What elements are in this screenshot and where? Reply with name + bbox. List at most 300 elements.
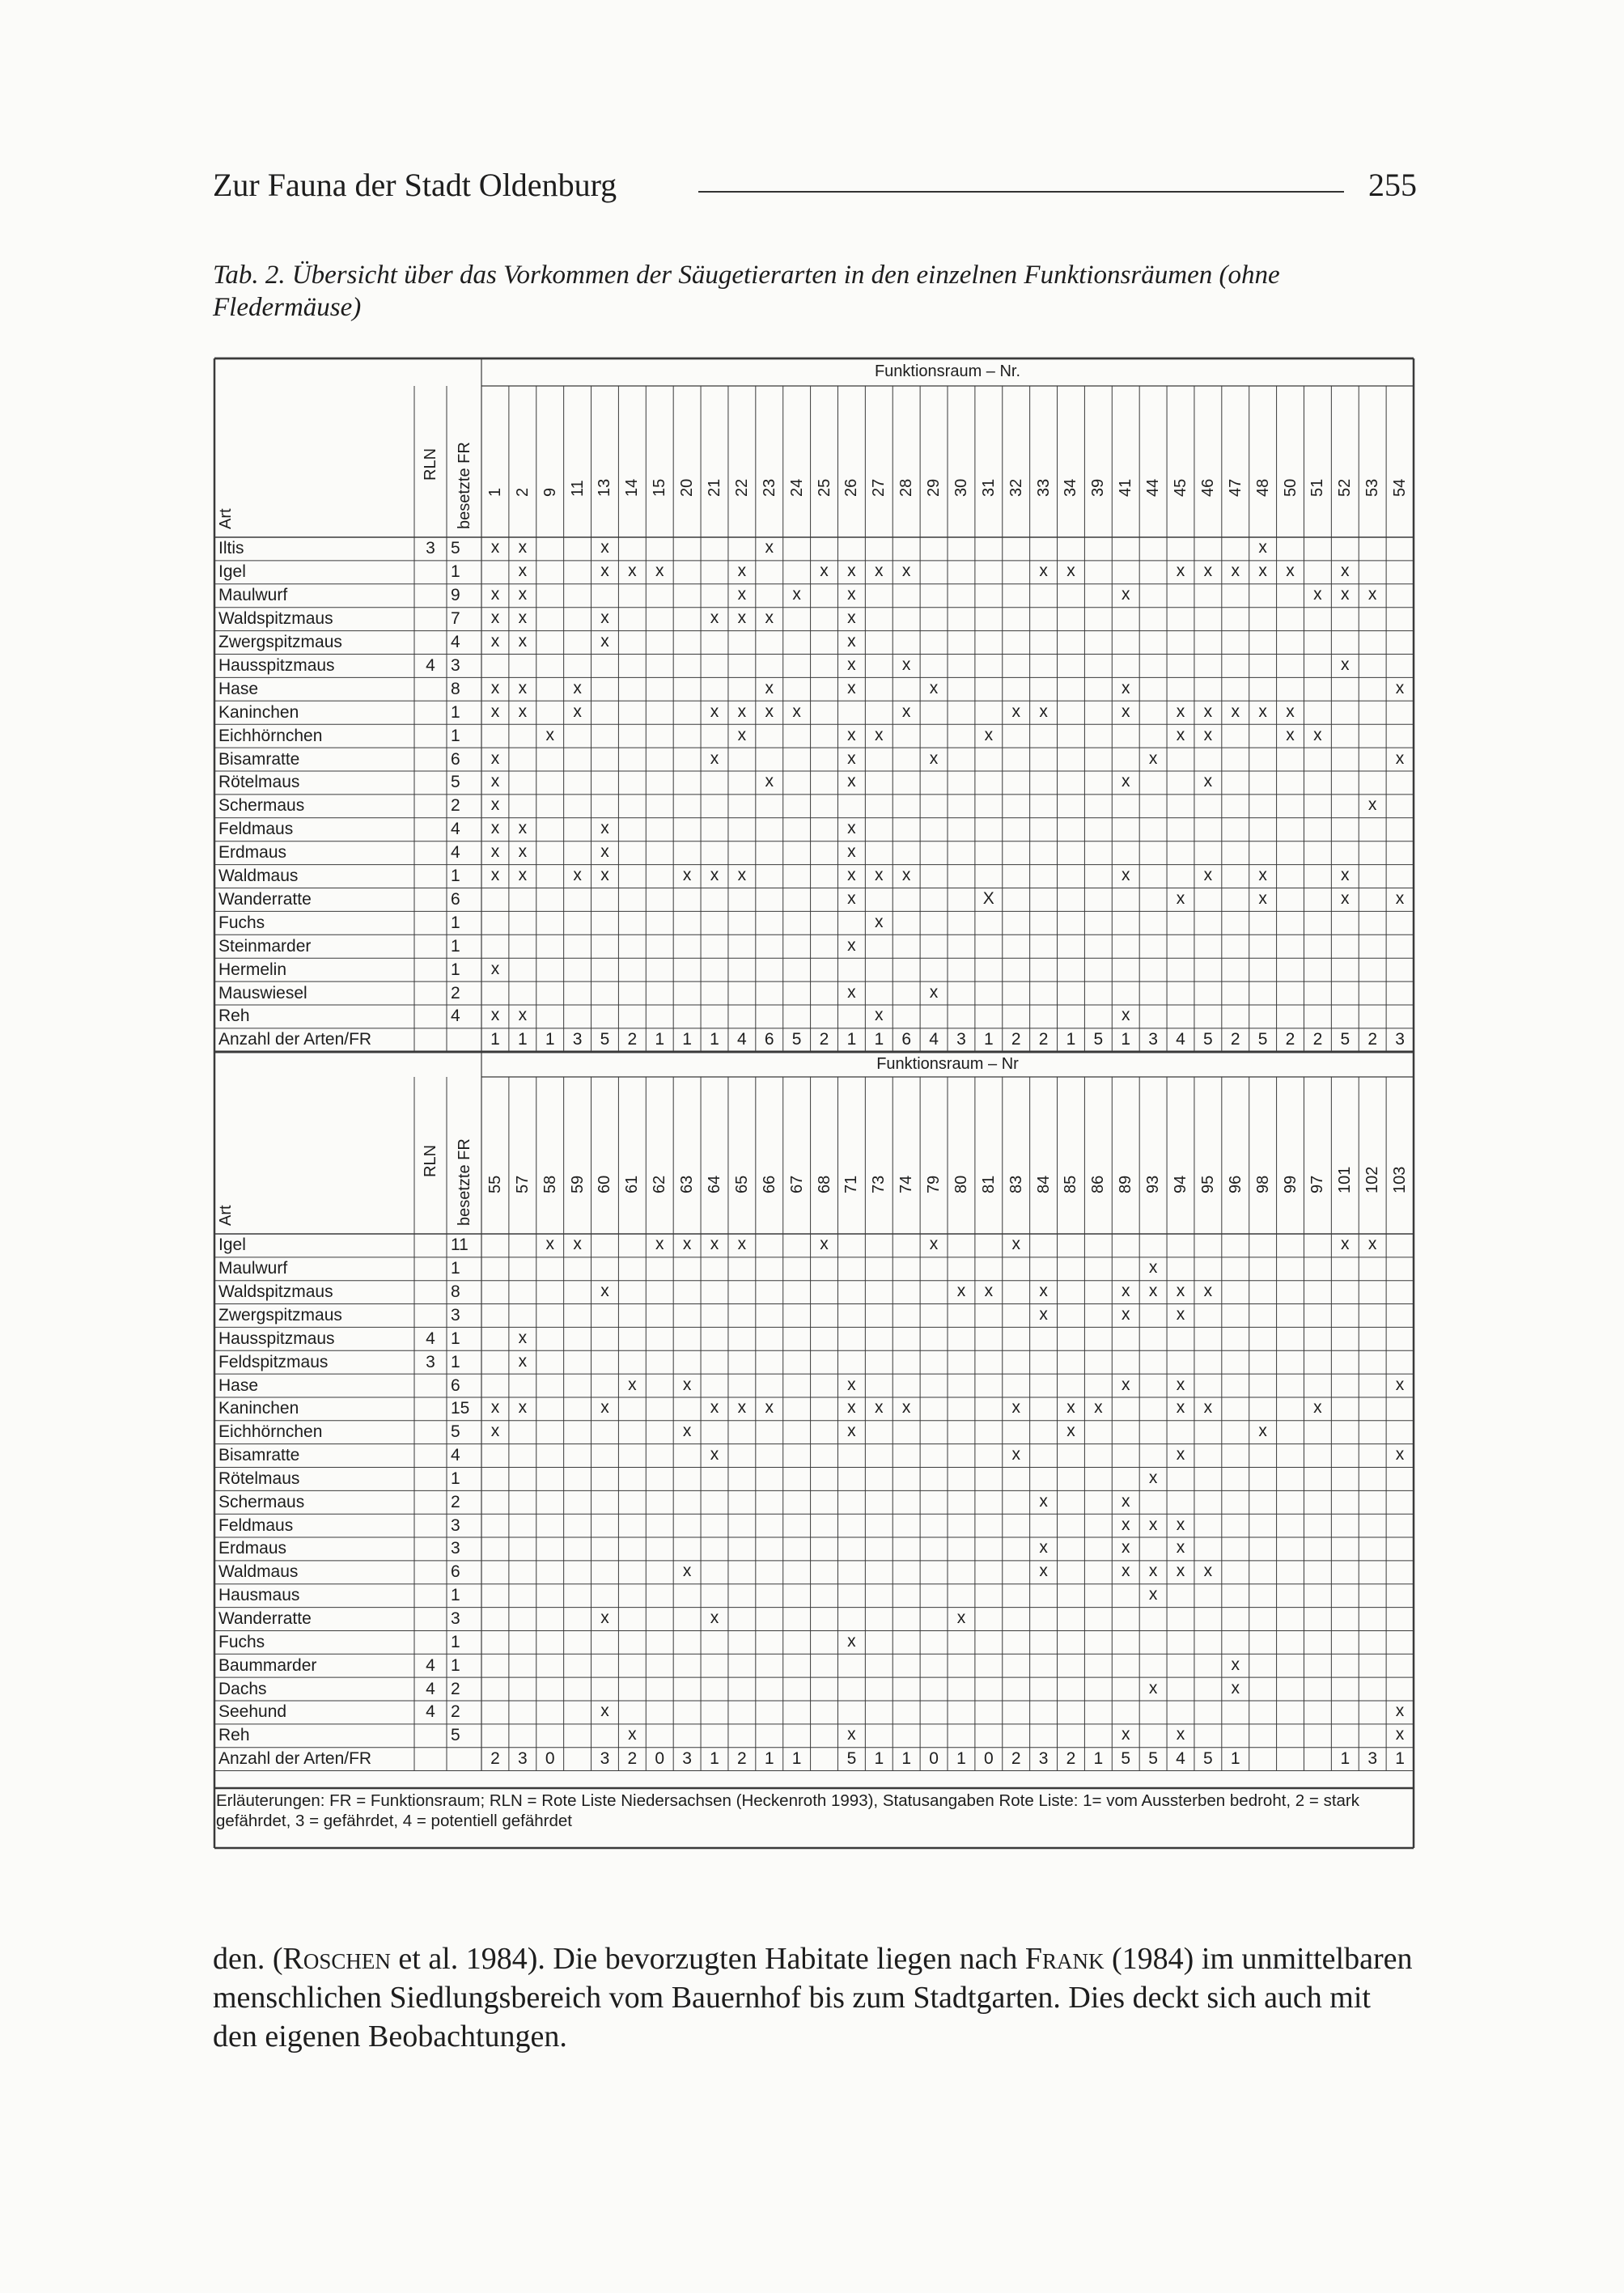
- occurrence-mark: x: [1313, 585, 1322, 604]
- species-count-per-fr: 5: [1148, 1749, 1158, 1769]
- row-besetzte-fr: 1: [451, 1352, 460, 1371]
- occurrence-mark: x: [600, 1702, 609, 1721]
- occurrence-mark: x: [655, 562, 664, 581]
- occurrence-mark: x: [1121, 1006, 1130, 1025]
- occurrence-mark: x: [847, 1375, 856, 1394]
- occurrence-mark: x: [737, 1398, 747, 1418]
- occurrence-mark: x: [765, 538, 774, 557]
- col-header-fr-number: 96: [1226, 1175, 1245, 1193]
- species-count-per-fr: 4: [929, 1030, 939, 1049]
- col-header-fr-number: 86: [1089, 1175, 1108, 1193]
- occurrence-mark: x: [600, 562, 609, 581]
- col-header-fr-number: 20: [678, 478, 697, 497]
- occurrence-mark: x: [901, 562, 911, 581]
- occurrence-mark: x: [710, 748, 719, 768]
- occurrence-mark: x: [847, 1398, 856, 1418]
- occurrence-mark: x: [490, 538, 500, 557]
- occurrence-mark: x: [600, 866, 609, 885]
- row-species-name: Feldmaus: [218, 1515, 294, 1535]
- col-header-rln: RLN: [422, 447, 439, 481]
- occurrence-mark: x: [518, 678, 528, 697]
- occurrence-mark: x: [710, 866, 719, 885]
- occurrence-mark: x: [655, 1235, 664, 1254]
- occurrence-mark: x: [1176, 701, 1185, 721]
- occurrence-mark: x: [737, 608, 747, 628]
- row-species-name: Kaninchen: [218, 1399, 299, 1418]
- species-count-per-fr: 0: [983, 1749, 994, 1769]
- occurrence-mark: x: [820, 1235, 829, 1254]
- occurrence-mark: x: [1341, 888, 1350, 908]
- occurrence-mark: x: [490, 1006, 500, 1025]
- row-besetzte-fr: 4: [451, 633, 460, 652]
- species-count-per-fr: 1: [764, 1749, 774, 1769]
- occurrence-mark: x: [1203, 866, 1213, 885]
- row-species-name: Fuchs: [218, 913, 265, 932]
- occurrence-mark: x: [1395, 748, 1405, 768]
- occurrence-mark: x: [1395, 1375, 1405, 1394]
- col-header-fr-number: 15: [651, 478, 669, 497]
- col-header-fr-number: 89: [1117, 1175, 1135, 1193]
- occurrence-mark: x: [901, 1398, 911, 1418]
- col-header-fr-number: 57: [513, 1175, 532, 1193]
- occurrence-mark: x: [1148, 1585, 1158, 1604]
- occurrence-mark: x: [847, 842, 856, 862]
- row-besetzte-fr: 6: [451, 1562, 460, 1582]
- occurrence-mark: x: [875, 866, 884, 885]
- occurrence-mark: x: [600, 1608, 609, 1628]
- occurrence-mark: x: [1011, 1445, 1020, 1464]
- species-count-per-fr: 2: [737, 1749, 747, 1769]
- row-besetzte-fr: 1: [451, 936, 460, 956]
- occurrence-mark: x: [518, 1351, 528, 1371]
- occurrence-mark: x: [600, 1398, 609, 1418]
- occurrence-mark: x: [600, 1282, 609, 1301]
- row-besetzte-fr: 8: [451, 1282, 460, 1302]
- species-count-per-fr: 1: [956, 1749, 966, 1769]
- col-header-fr-number: 62: [651, 1175, 669, 1193]
- occurrence-mark: x: [1176, 1398, 1185, 1418]
- occurrence-mark: x: [710, 1398, 719, 1418]
- col-header-fr-number: 73: [870, 1175, 888, 1193]
- occurrence-mark: x: [984, 1282, 994, 1301]
- species-count-per-fr: 1: [1340, 1749, 1351, 1769]
- sum-row-label: Anzahl der Arten/FR: [218, 1030, 372, 1049]
- occurrence-mark: x: [1176, 1282, 1185, 1301]
- row-besetzte-fr: 1: [451, 1632, 460, 1651]
- col-header-fr-number: 64: [706, 1175, 723, 1193]
- occurrence-mark: x: [1066, 562, 1075, 581]
- occurrence-mark: x: [1176, 1304, 1185, 1324]
- species-count-per-fr: 2: [1011, 1030, 1021, 1049]
- species-count-per-fr: 2: [1066, 1749, 1076, 1769]
- occurrence-mark: x: [573, 701, 582, 721]
- col-header-fr-number: 27: [870, 478, 888, 497]
- col-header-fr-number: 9: [541, 487, 559, 497]
- occurrence-mark: x: [984, 725, 994, 744]
- body-text-1: den. (: [213, 1942, 283, 1976]
- row-besetzte-fr: 4: [451, 1446, 460, 1465]
- species-count-per-fr: 3: [517, 1749, 528, 1769]
- sum-row-label: Anzahl der Arten/FR: [218, 1749, 372, 1769]
- occurrence-mark: x: [1011, 1235, 1020, 1254]
- occurrence-mark: x: [875, 562, 884, 581]
- row-besetzte-fr: 1: [451, 1329, 460, 1348]
- occurrence-mark: x: [628, 562, 637, 581]
- occurrence-mark: x: [1203, 725, 1213, 744]
- occurrence-mark: x: [1341, 562, 1350, 581]
- occurrence-mark: x: [710, 1445, 719, 1464]
- col-header-fr-number: 54: [1391, 478, 1410, 497]
- occurrence-mark: x: [1176, 1375, 1185, 1394]
- col-header-fr-number: 29: [925, 478, 943, 497]
- col-header-fr-number: 80: [952, 1175, 970, 1193]
- occurrence-mark: x: [1094, 1398, 1103, 1418]
- occurrence-mark: x: [1121, 1538, 1130, 1558]
- row-besetzte-fr: 5: [451, 539, 460, 558]
- occurrence-mark: x: [1039, 1538, 1048, 1558]
- row-besetzte-fr: 1: [451, 913, 460, 932]
- species-count-per-fr: 1: [901, 1749, 912, 1769]
- body-text-3: (1984) im unmittelbaren menschlichen Siedlungsbereich vom Bauernhof bis zum Stadtgarten. Dies deckt sich auch mit den eigenen Beobachtungen.: [213, 1942, 1413, 2054]
- species-count-per-fr: 5: [1203, 1749, 1213, 1769]
- row-besetzte-fr: 6: [451, 749, 460, 769]
- col-header-fr-number: 60: [596, 1175, 614, 1193]
- species-count-per-fr: 2: [1312, 1030, 1323, 1049]
- occurrence-mark: x: [490, 842, 500, 862]
- occurrence-mark: x: [600, 819, 609, 838]
- occurrence-mark: x: [1286, 701, 1295, 721]
- col-header-fr-number: 41: [1117, 478, 1135, 497]
- row-besetzte-fr: 4: [451, 1007, 460, 1026]
- row-species-name: Hase: [218, 679, 259, 698]
- species-count-per-fr: 2: [1230, 1030, 1240, 1049]
- row-species-name: Eichhörnchen: [218, 1422, 323, 1442]
- occurrence-mark: x: [847, 748, 856, 768]
- occurrence-mark: x: [1258, 562, 1267, 581]
- occurrence-mark: x: [847, 725, 856, 744]
- occurrence-mark: x: [710, 1608, 719, 1628]
- species-count-per-fr: 1: [682, 1030, 692, 1049]
- occurrence-mark: x: [820, 562, 829, 581]
- occurrence-mark: x: [600, 608, 609, 628]
- occurrence-mark: x: [490, 1398, 500, 1418]
- occurrence-mark: x: [1258, 1422, 1267, 1441]
- occurrence-mark: x: [1231, 701, 1240, 721]
- occurrence-mark: x: [1121, 1375, 1130, 1394]
- occurrence-mark: x: [1286, 725, 1295, 744]
- occurrence-mark: x: [1176, 562, 1185, 581]
- occurrence-mark: x: [847, 632, 856, 651]
- occurrence-mark: x: [847, 1725, 856, 1744]
- row-besetzte-fr: 2: [451, 796, 460, 816]
- row-besetzte-fr: 11: [451, 1236, 469, 1255]
- species-count-per-fr: 0: [929, 1749, 939, 1769]
- occurrence-mark: x: [847, 1422, 856, 1441]
- row-species-name: Schermaus: [218, 796, 305, 816]
- occurrence-mark: x: [1039, 701, 1048, 721]
- occurrence-mark: x: [710, 608, 719, 628]
- occurrence-mark: x: [765, 678, 774, 697]
- occurrence-mark: x: [929, 1235, 939, 1254]
- occurrence-mark: x: [847, 866, 856, 885]
- occurrence-mark: x: [1176, 1515, 1185, 1534]
- occurrence-mark: x: [1121, 866, 1130, 885]
- occurrence-mark: x: [682, 1235, 692, 1254]
- row-species-name: Igel: [218, 1236, 246, 1255]
- col-header-fr-number: 83: [1007, 1175, 1025, 1193]
- occurrence-mark: x: [600, 842, 609, 862]
- occurrence-mark: x: [682, 866, 692, 885]
- occurrence-mark: x: [1341, 585, 1350, 604]
- occurrence-mark: x: [710, 701, 719, 721]
- occurrence-mark: x: [710, 1235, 719, 1254]
- occurrence-mark: x: [1121, 1562, 1130, 1581]
- occurrence-mark: x: [737, 725, 747, 744]
- row-besetzte-fr: 1: [451, 1469, 460, 1488]
- occurrence-mark: x: [1121, 678, 1130, 697]
- occurrence-mark: x: [518, 562, 528, 581]
- col-header-besetzte-fr: besetzte FR: [455, 442, 473, 529]
- row-species-name: Hausspitzmaus: [218, 655, 335, 675]
- body-paragraph: [213, 1939, 1418, 2056]
- row-species-name: Hase: [218, 1375, 259, 1395]
- occurrence-mark: x: [1258, 888, 1267, 908]
- occurrence-mark: x: [1148, 748, 1158, 768]
- row-species-name: Wanderratte: [218, 889, 312, 909]
- occurrence-mark: x: [1039, 1282, 1048, 1301]
- occurrence-mark: x: [847, 888, 856, 908]
- occurrence-mark: x: [875, 725, 884, 744]
- occurrence-mark: x: [600, 538, 609, 557]
- occurrence-mark: x: [682, 1375, 692, 1394]
- occurrence-mark: x: [1176, 1538, 1185, 1558]
- row-species-name: Schermaus: [218, 1492, 305, 1511]
- occurrence-mark: x: [847, 655, 856, 674]
- group-header-label: Funktionsraum – Nr: [876, 1054, 1019, 1073]
- row-besetzte-fr: 4: [451, 820, 460, 839]
- occurrence-mark: x: [1203, 772, 1213, 791]
- occurrence-mark: x: [1039, 1562, 1048, 1581]
- body-text-2: et al. 1984). Die bevorzugten Habitate liegen nach: [390, 1942, 1025, 1976]
- occurrence-mark: x: [847, 608, 856, 628]
- col-header-fr-number: 30: [952, 478, 970, 497]
- row-besetzte-fr: 1: [451, 1655, 460, 1675]
- occurrence-mark: x: [765, 1398, 774, 1418]
- col-header-art: Art: [217, 508, 235, 529]
- col-header-fr-number: 99: [1281, 1175, 1300, 1193]
- running-title: Zur Fauna der Stadt Oldenburg: [213, 167, 617, 203]
- col-header-besetzte-fr: besetzte FR: [455, 1138, 473, 1226]
- occurrence-mark: x: [1231, 562, 1240, 581]
- row-species-name: Erdmaus: [218, 1539, 287, 1558]
- species-count-per-fr: 1: [1230, 1749, 1240, 1769]
- row-species-name: Rötelmaus: [218, 1469, 300, 1488]
- species-count-per-fr: 1: [1121, 1030, 1131, 1049]
- row-species-name: Bisamratte: [218, 749, 300, 769]
- occurrence-mark: x: [490, 678, 500, 697]
- occurrence-mark: x: [1121, 1491, 1130, 1511]
- occurrence-mark: x: [1039, 1491, 1048, 1511]
- occurrence-mark: x: [1395, 1725, 1405, 1744]
- occurrence-mark: x: [1203, 562, 1213, 581]
- occurrence-mark: x: [792, 701, 801, 721]
- row-species-name: Wanderratte: [218, 1609, 312, 1629]
- occurrence-mark: x: [490, 632, 500, 651]
- row-besetzte-fr: 1: [451, 726, 460, 745]
- species-count-per-fr: 3: [682, 1749, 692, 1769]
- occurrence-mark: x: [1121, 772, 1130, 791]
- occurrence-mark: x: [490, 608, 500, 628]
- occurrence-mark: x: [682, 1422, 692, 1441]
- col-header-fr-number: 85: [1062, 1175, 1080, 1193]
- col-header-fr-number: 67: [787, 1175, 806, 1193]
- col-header-fr-number: 101: [1336, 1166, 1355, 1193]
- occurrence-mark: x: [1367, 795, 1377, 815]
- col-header-fr-number: 1: [486, 487, 504, 497]
- occurrence-mark: x: [1313, 725, 1322, 744]
- col-header-fr-number: 50: [1281, 478, 1300, 497]
- occurrence-mark: x: [847, 772, 856, 791]
- species-count-per-fr: 1: [1093, 1749, 1104, 1769]
- col-header-fr-number: 58: [541, 1175, 559, 1193]
- species-count-per-fr: 6: [764, 1030, 774, 1049]
- occurrence-mark: x: [847, 678, 856, 697]
- occurrence-mark: x: [737, 866, 747, 885]
- occurrence-mark: x: [1176, 725, 1185, 744]
- row-rln-status: 4: [426, 1329, 435, 1348]
- col-header-fr-number: 79: [925, 1175, 943, 1193]
- occurrence-mark: x: [1039, 1304, 1048, 1324]
- occurrence-mark: x: [1231, 1678, 1240, 1697]
- species-count-per-fr: 3: [1395, 1030, 1405, 1049]
- species-count-per-fr: 5: [791, 1030, 802, 1049]
- occurrence-mark: x: [682, 1562, 692, 1581]
- occurrence-mark: x: [1148, 1258, 1158, 1278]
- col-header-fr-number: 48: [1253, 478, 1272, 497]
- col-header-fr-number: 45: [1172, 478, 1189, 497]
- occurrence-mark: x: [1148, 1678, 1158, 1697]
- occurrence-mark: x: [1203, 701, 1213, 721]
- col-header-fr-number: 23: [760, 478, 778, 497]
- row-besetzte-fr: 3: [451, 1515, 460, 1535]
- occurrence-mark: x: [1341, 866, 1350, 885]
- species-count-per-fr: 2: [490, 1749, 500, 1769]
- col-header-fr-number: 93: [1144, 1175, 1163, 1193]
- row-besetzte-fr: 1: [451, 1586, 460, 1605]
- occurrence-mark: x: [518, 538, 528, 557]
- row-species-name: Hermelin: [218, 960, 287, 979]
- col-header-fr-number: 24: [787, 478, 806, 497]
- group-header-label: Funktionsraum – Nr.: [874, 362, 1021, 380]
- row-besetzte-fr: 1: [451, 702, 460, 722]
- col-header-fr-number: 65: [732, 1175, 751, 1193]
- occurrence-mark: x: [1176, 888, 1185, 908]
- row-besetzte-fr: 3: [451, 1305, 460, 1325]
- col-header-fr-number: 47: [1226, 478, 1245, 497]
- occurrence-mark: x: [1121, 701, 1130, 721]
- occurrence-mark: x: [545, 1235, 554, 1254]
- species-count-per-fr: 2: [1038, 1030, 1049, 1049]
- col-header-fr-number: 103: [1391, 1166, 1410, 1193]
- col-header-fr-number: 21: [706, 478, 723, 497]
- species-count-per-fr: 1: [545, 1030, 555, 1049]
- col-header-fr-number: 59: [568, 1175, 587, 1193]
- col-header-fr-number: 11: [568, 480, 587, 497]
- col-header-fr-number: 2: [513, 487, 532, 497]
- occurrence-mark: x: [847, 819, 856, 838]
- occurrence-mark: x: [847, 1631, 856, 1651]
- row-besetzte-fr: 2: [451, 1702, 460, 1722]
- species-count-per-fr: 1: [983, 1030, 994, 1049]
- row-species-name: Waldspitzmaus: [218, 609, 333, 629]
- row-besetzte-fr: 2: [451, 1492, 460, 1511]
- occurrence-mark: x: [1148, 1282, 1158, 1301]
- col-header-art: Art: [217, 1205, 235, 1226]
- species-count-per-fr: 3: [1367, 1749, 1378, 1769]
- occurrence-mark: x: [1203, 1562, 1213, 1581]
- occurrence-mark: x: [792, 585, 801, 604]
- row-species-name: Bisamratte: [218, 1446, 300, 1465]
- row-species-name: Reh: [218, 1726, 250, 1745]
- occurrence-mark: x: [490, 585, 500, 604]
- row-rln-status: 4: [426, 1679, 435, 1698]
- occurrence-mark: x: [518, 701, 528, 721]
- occurrence-mark: x: [1148, 1468, 1158, 1487]
- row-species-name: Maulwurf: [218, 1259, 288, 1278]
- row-besetzte-fr: 3: [451, 1539, 460, 1558]
- occurrence-mark: x: [929, 678, 939, 697]
- occurrence-mark: x: [573, 678, 582, 697]
- species-count-per-fr: 4: [1176, 1030, 1185, 1049]
- occurrence-mark: x: [901, 655, 911, 674]
- row-species-name: Hausmaus: [218, 1586, 300, 1605]
- row-species-name: Kaninchen: [218, 702, 299, 722]
- col-header-fr-number: 97: [1308, 1175, 1327, 1193]
- occurrence-mark: x: [1176, 1562, 1185, 1581]
- occurrence-mark: x: [490, 701, 500, 721]
- row-besetzte-fr: 1: [451, 1259, 460, 1278]
- col-header-fr-number: 31: [979, 478, 998, 497]
- col-header-fr-number: 66: [760, 1175, 778, 1193]
- occurrence-mark: x: [1066, 1398, 1075, 1418]
- occurrence-mark: x: [1258, 866, 1267, 885]
- species-count-per-fr: 5: [1340, 1030, 1351, 1049]
- row-species-name: Reh: [218, 1007, 250, 1026]
- occurrence-mark: x: [1367, 585, 1377, 604]
- occurrence-mark: x: [1341, 655, 1350, 674]
- occurrence-mark: x: [1286, 562, 1295, 581]
- col-header-fr-number: 13: [596, 478, 614, 497]
- row-besetzte-fr: 9: [451, 586, 460, 605]
- occurrence-mark: x: [518, 608, 528, 628]
- species-count-per-fr: 3: [600, 1749, 610, 1769]
- occurrence-mark: x: [518, 842, 528, 862]
- col-header-fr-number: 94: [1172, 1175, 1189, 1193]
- species-count-per-fr: 0: [545, 1749, 555, 1769]
- row-species-name: Eichhörnchen: [218, 726, 323, 745]
- col-header-fr-number: 95: [1198, 1175, 1217, 1193]
- occurrence-mark: x: [1121, 1282, 1130, 1301]
- species-count-per-fr: 5: [600, 1030, 610, 1049]
- occurrence-mark: x: [1148, 1562, 1158, 1581]
- occurrence-mark: x: [875, 912, 884, 931]
- col-header-fr-number: 98: [1253, 1175, 1272, 1193]
- occurrence-mark: x: [901, 701, 911, 721]
- row-species-name: Rötelmaus: [218, 773, 300, 792]
- col-header-fr-number: 53: [1363, 478, 1382, 497]
- occurrence-mark: x: [518, 632, 528, 651]
- species-count-per-fr: 5: [1121, 1749, 1131, 1769]
